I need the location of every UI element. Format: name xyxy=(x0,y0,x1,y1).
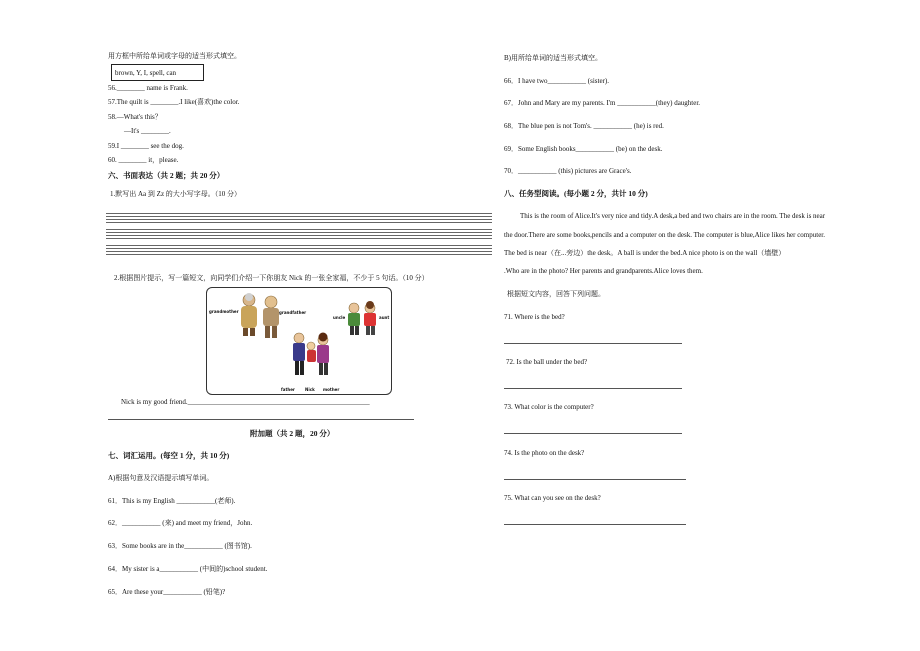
question-69: 69．Some English books___________ (be) on the desk. xyxy=(504,145,663,153)
question-66: 66．I have two___________ (sister). xyxy=(504,77,609,85)
passage-line-4: .Who are in the photo? Her parents and grandparents.Alice loves them. xyxy=(504,267,703,275)
question-58-a: 58.—What's this？ xyxy=(108,113,162,121)
writing-line xyxy=(108,419,414,420)
passage-line-2: the door.There are some books,pencils and a computer on the desk. The computer is blue,Alice likes her computer. xyxy=(504,231,825,239)
uncle-figure xyxy=(348,303,360,335)
section-6-title: 六、书面表达（共 2 题；共 20 分） xyxy=(108,171,225,180)
aunt-figure xyxy=(364,301,376,335)
extra-questions-title: 附加题（共 2 题，20 分） xyxy=(250,429,335,438)
question-63: 63．Some books are in the___________ (图书馆). xyxy=(108,542,252,550)
section-7-title: 七、词汇运用。(每空 1 分，共 10 分) xyxy=(108,451,230,460)
handwriting-lines-2 xyxy=(106,229,492,241)
question-56: 56.________ name is Frank. xyxy=(108,84,188,92)
section-8-title: 八、任务型阅读。(每小题 2 分，共计 10 分) xyxy=(504,189,648,198)
question-61: 61．This is my English ___________(老师). xyxy=(108,497,236,505)
writing-task-2: 2.根据图片提示，写一篇短文，向同学们介绍一下你朋友 Nick 的一张全家福，不少于 5 句话。（10 分） xyxy=(114,274,429,282)
writing-task-1: 1.默写出 Aa 到 Zz 的大小写字母。（10 分） xyxy=(110,190,242,198)
question-67: 67．John and Mary are my parents. I'm ___________(they) daughter. xyxy=(504,99,701,107)
answer-line-72 xyxy=(504,388,682,389)
question-68: 68．The blue pen is not Tom's. ___________ (he) is red. xyxy=(504,122,664,130)
label-uncle: uncle xyxy=(333,315,346,320)
answer-line-75 xyxy=(504,524,686,525)
handwriting-lines-3 xyxy=(106,245,492,257)
answer-line-73 xyxy=(504,433,682,434)
part-b-instruction: B)用所给单词的适当形式填空。 xyxy=(504,54,602,62)
question-60: 60. ________ it，please. xyxy=(108,156,179,164)
family-picture xyxy=(206,287,392,395)
question-74: 74. Is the photo on the desk? xyxy=(504,449,585,457)
label-father: father xyxy=(281,387,295,392)
question-75: 75. What can you see on the desk? xyxy=(504,494,601,502)
passage-line-1: This is the room of Alice.It's very nice and tidy.A desk,a bed and two chairs are in the room. The desk is near xyxy=(520,212,826,220)
grandmother-figure xyxy=(241,293,257,336)
label-grandmother: grandmother xyxy=(209,309,239,314)
question-64: 64．My sister is a___________ (中间的)school student. xyxy=(108,565,268,573)
question-70: 70．___________ (this) pictures are Grace's. xyxy=(504,167,632,175)
handwriting-lines-1 xyxy=(106,213,492,225)
family-illustration xyxy=(207,288,391,394)
question-73: 73. What color is the computer? xyxy=(504,403,594,411)
answer-line-74 xyxy=(504,479,686,480)
question-65: 65．Are these your___________ (铅笔)? xyxy=(108,588,226,596)
question-71: 71. Where is the bed? xyxy=(504,313,565,321)
word-box-text: brown, Y, I, spell, can xyxy=(115,69,177,77)
reading-instruction: 根据短文内容，回答下列问题。 xyxy=(507,290,605,298)
fill-instruction: 用方框中所给单词或字母的适当形式填空。 xyxy=(108,52,241,60)
nick-writing-line: Nick is my good friend.____________________________________________________ xyxy=(121,398,370,406)
label-nick: Nick xyxy=(305,387,315,392)
label-aunt: aunt xyxy=(379,315,390,320)
passage-line-3: The bed is near（在...旁边）the desk。A ball is under the bed.A nice photo is on the wall（墙壁） xyxy=(504,249,786,257)
question-62: 62．___________ (来) and meet my friend，John. xyxy=(108,519,253,527)
question-72: 72. Is the ball under the bed? xyxy=(506,358,588,366)
part-a-instruction: A)根据句意及汉语提示填写单词。 xyxy=(108,474,214,482)
question-57: 57.The quilt is ________.I like(喜欢)the color. xyxy=(108,98,240,106)
question-59: 59.I ________ see the dog. xyxy=(108,142,184,150)
answer-line-71 xyxy=(504,343,682,344)
grandfather-figure xyxy=(263,296,279,338)
word-box xyxy=(111,64,204,81)
label-grandfather: grandfather xyxy=(279,310,307,315)
label-mother: mother xyxy=(323,387,340,392)
parents-and-nick-figure xyxy=(293,333,329,376)
question-58-b: —It's ________. xyxy=(124,127,171,135)
